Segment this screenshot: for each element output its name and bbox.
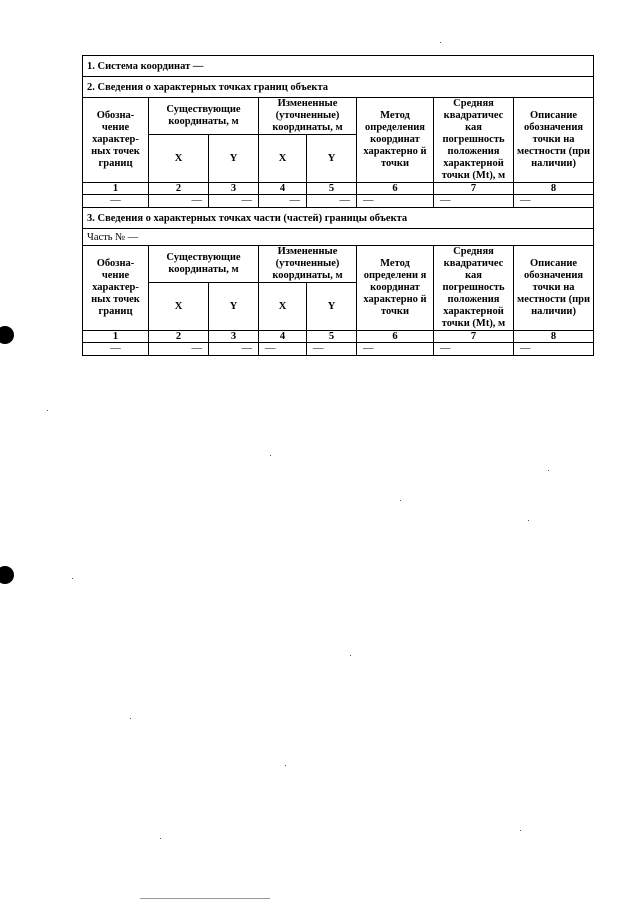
cell-changed-y: —	[307, 343, 357, 356]
scan-speck	[285, 765, 286, 766]
section3-title: 3. Сведения о характерных точках части (частей) границы объекта	[83, 208, 594, 229]
column-number: 3	[209, 331, 259, 343]
column-number: 2	[149, 331, 209, 343]
cell-designation: —	[83, 195, 149, 208]
scan-speck	[440, 42, 441, 43]
cell-changed-y: —	[307, 195, 357, 208]
scan-speck	[350, 655, 351, 656]
document-sheet	[82, 55, 593, 356]
punch-hole-top	[0, 326, 14, 344]
scan-speck	[130, 718, 131, 719]
cell-changed-x: —	[259, 343, 307, 356]
header-designation: Обозна- чение характер- ных точек границ	[83, 98, 149, 183]
header-changed-coordinates: Измененные (уточненные) координаты, м	[259, 246, 357, 283]
column-number: 6	[357, 183, 434, 195]
table-row	[83, 343, 594, 356]
column-number: 6	[357, 331, 434, 343]
cell-changed-x: —	[259, 195, 307, 208]
column-number: 7	[434, 183, 514, 195]
coordinates-table	[82, 55, 594, 356]
header-method: Метод определени я координат характерно й точки	[357, 246, 434, 331]
cell-description: —	[514, 195, 594, 208]
header-designation: Обозна- чение характер- ных точек границ	[83, 246, 149, 331]
column-number: 1	[83, 331, 149, 343]
header-error: Средняя квадратичес кая погрешность положения характерной точки (Мt), м	[434, 246, 514, 331]
header-existing-x: X	[149, 283, 209, 331]
column-number: 5	[307, 183, 357, 195]
column-number: 7	[434, 331, 514, 343]
cell-error: —	[434, 343, 514, 356]
header-changed-y: Y	[307, 283, 357, 331]
column-numbers-row	[83, 183, 594, 195]
header-method: Метод определения координат характерно й точки	[357, 98, 434, 183]
header-existing-coordinates: Существующие координаты, м	[149, 246, 259, 283]
cell-description: —	[514, 343, 594, 356]
scan-speck	[72, 578, 73, 579]
table-row	[83, 195, 594, 208]
column-numbers-row	[83, 331, 594, 343]
header-existing-x: X	[149, 135, 209, 183]
header-description: Описание обозначения точки на местности (при наличии)	[514, 246, 594, 331]
part-number-label: Часть № —	[83, 229, 594, 246]
header-existing-y: Y	[209, 283, 259, 331]
cell-error: —	[434, 195, 514, 208]
header-error: Средняя квадратичес кая погрешность положения характерной точки (Мt), м	[434, 98, 514, 183]
header-changed-x: X	[259, 283, 307, 331]
header-existing-coordinates: Существующие координаты, м	[149, 98, 259, 135]
header-description: Описание обозначения точки на местности (при наличии)	[514, 98, 594, 183]
header-changed-x: X	[259, 135, 307, 183]
cell-method: —	[357, 343, 434, 356]
punch-hole-bottom	[0, 566, 14, 584]
cell-designation: —	[83, 343, 149, 356]
scan-speck	[528, 520, 529, 521]
column-number: 1	[83, 183, 149, 195]
cell-existing-x: —	[149, 195, 209, 208]
column-number: 3	[209, 183, 259, 195]
scan-speck	[520, 830, 521, 831]
cell-method: —	[357, 195, 434, 208]
cell-existing-x: —	[149, 343, 209, 356]
scan-speck	[270, 455, 271, 456]
column-number: 2	[149, 183, 209, 195]
scan-edge-line	[140, 898, 270, 899]
section2-title: 2. Сведения о характерных точках границ объекта	[83, 77, 594, 98]
column-number: 5	[307, 331, 357, 343]
header-changed-y: Y	[307, 135, 357, 183]
scan-speck	[160, 838, 161, 839]
column-number: 4	[259, 331, 307, 343]
scan-speck	[47, 410, 48, 411]
column-number: 8	[514, 183, 594, 195]
header-changed-coordinates: Измененные (уточненные) координаты, м	[259, 98, 357, 135]
scan-speck	[548, 470, 549, 471]
header-existing-y: Y	[209, 135, 259, 183]
scan-speck	[400, 500, 401, 501]
section1-title: 1. Система координат —	[83, 56, 594, 77]
column-number: 8	[514, 331, 594, 343]
column-number: 4	[259, 183, 307, 195]
cell-existing-y: —	[209, 195, 259, 208]
cell-existing-y: —	[209, 343, 259, 356]
